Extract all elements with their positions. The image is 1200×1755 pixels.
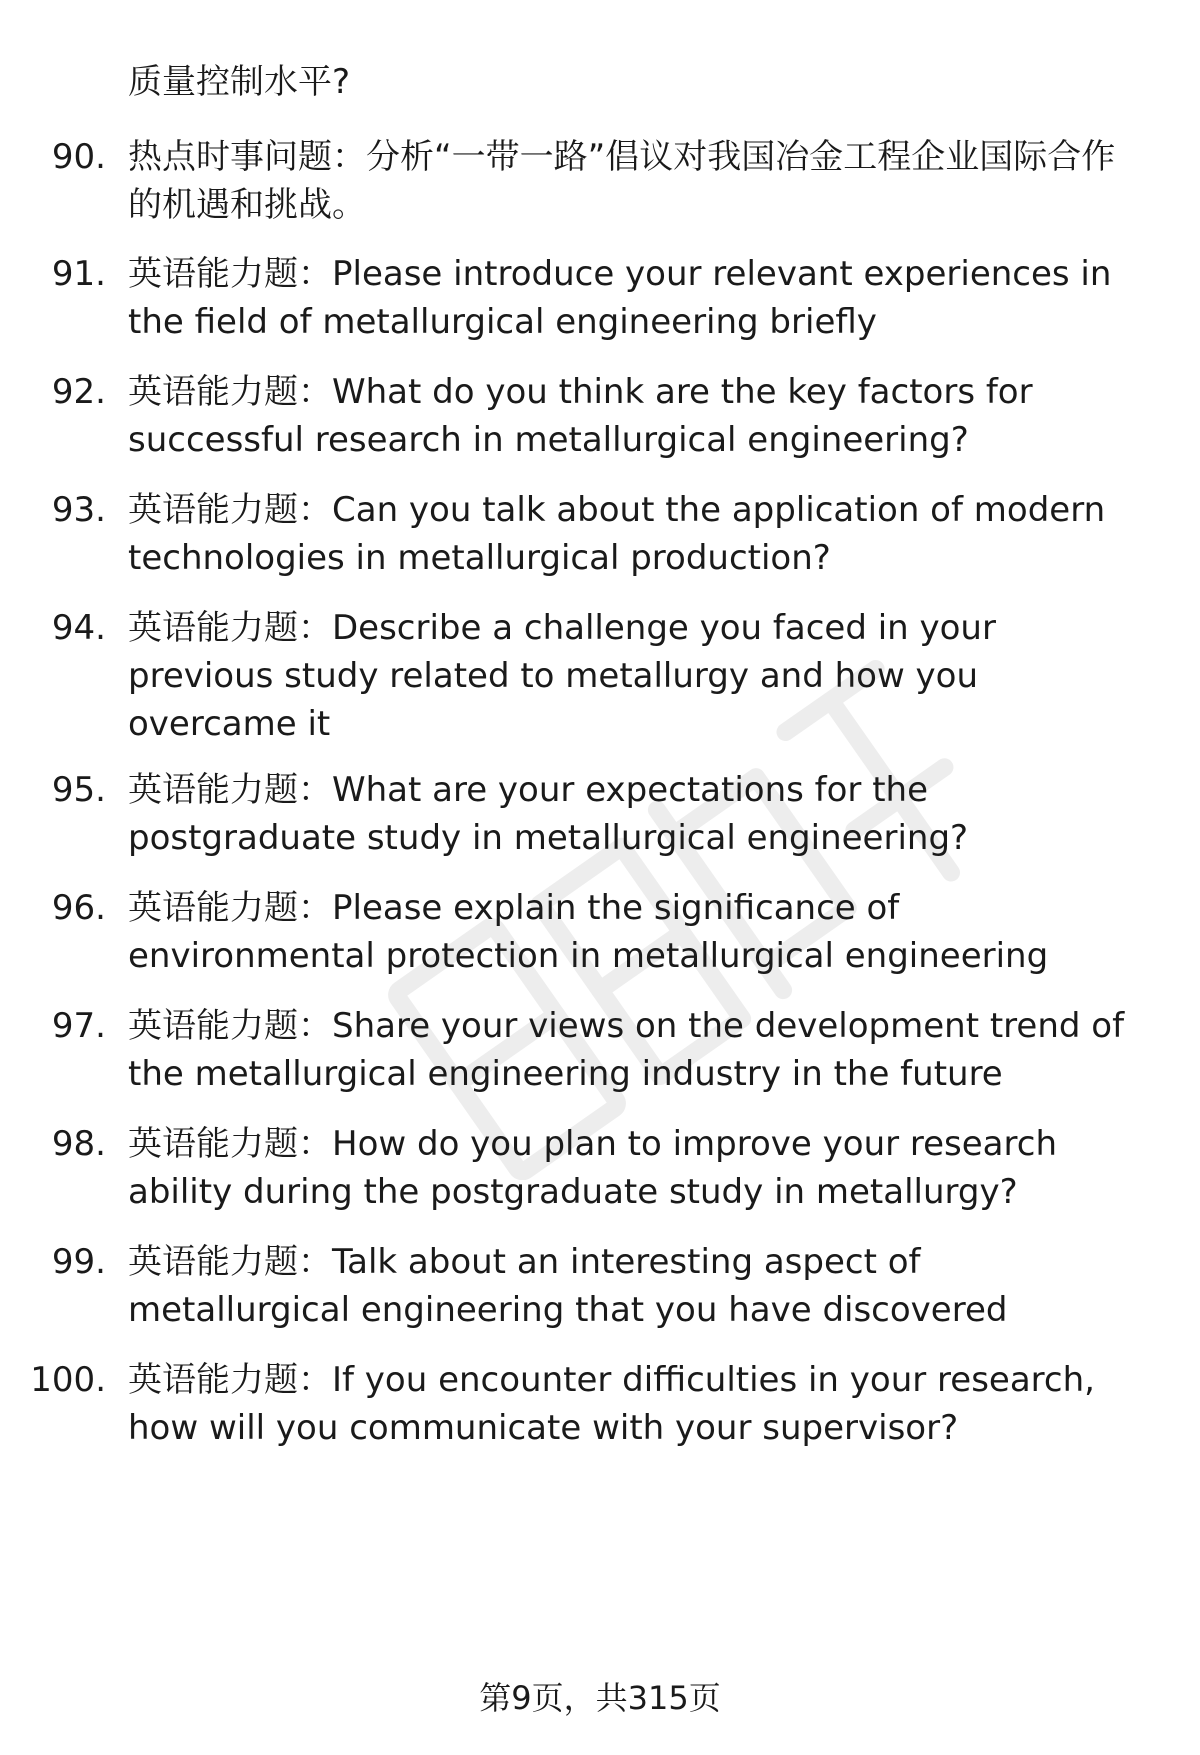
item-text: 英语能力题：Please introduce your relevant experiences in the field of metallurgical engineering briefly xyxy=(128,254,1112,342)
item-number: 100. xyxy=(30,1360,106,1400)
item-text: 英语能力题：What are your expectations for the postgraduate study in metallurgical engineering? xyxy=(128,770,969,858)
item-number: 91. xyxy=(51,254,106,294)
item-text: 英语能力题：Can you talk about the application of modern technologies in metallurgical production? xyxy=(128,490,1106,578)
item-text: 英语能力题：Describe a challenge you faced in your previous study related to metallurgy and how you overcame it xyxy=(128,608,996,744)
item-text: 英语能力题：Please explain the significance of environmental protection in metallurgical engineering xyxy=(128,888,1049,976)
item-text: 热点时事问题：分析“一带一路”倡议对我国冶金工程企业国际合作的机遇和挑战。 xyxy=(128,137,1116,225)
item-number: 98. xyxy=(51,1124,106,1164)
item-number: 95. xyxy=(51,770,106,810)
item-number: 93. xyxy=(51,490,106,530)
page-number-footer: 第9页，共315页 xyxy=(479,1679,721,1717)
continued-question-text: 质量控制水平? xyxy=(128,62,351,102)
item-number: 97. xyxy=(51,1006,106,1046)
item-number: 90. xyxy=(51,137,106,177)
item-text: 英语能力题：What do you think are the key factors for successful research in metallurgical engineering? xyxy=(128,372,1033,460)
item-text: 英语能力题：If you encounter difficulties in your research, how will you communicate with your supervisor? xyxy=(128,1360,1095,1448)
item-number: 99. xyxy=(51,1242,106,1282)
item-number: 96. xyxy=(51,888,106,928)
item-number: 94. xyxy=(51,608,106,648)
item-text: 英语能力题：How do you plan to improve your research ability during the postgraduate study in metallurgy? xyxy=(128,1124,1057,1212)
item-text: 英语能力题：Talk about an interesting aspect of metallurgical engineering that you have discovered xyxy=(128,1242,1008,1330)
item-number: 92. xyxy=(51,372,106,412)
item-text: 英语能力题：Share your views on the development trend of the metallurgical engineering industry in the future xyxy=(128,1006,1125,1094)
